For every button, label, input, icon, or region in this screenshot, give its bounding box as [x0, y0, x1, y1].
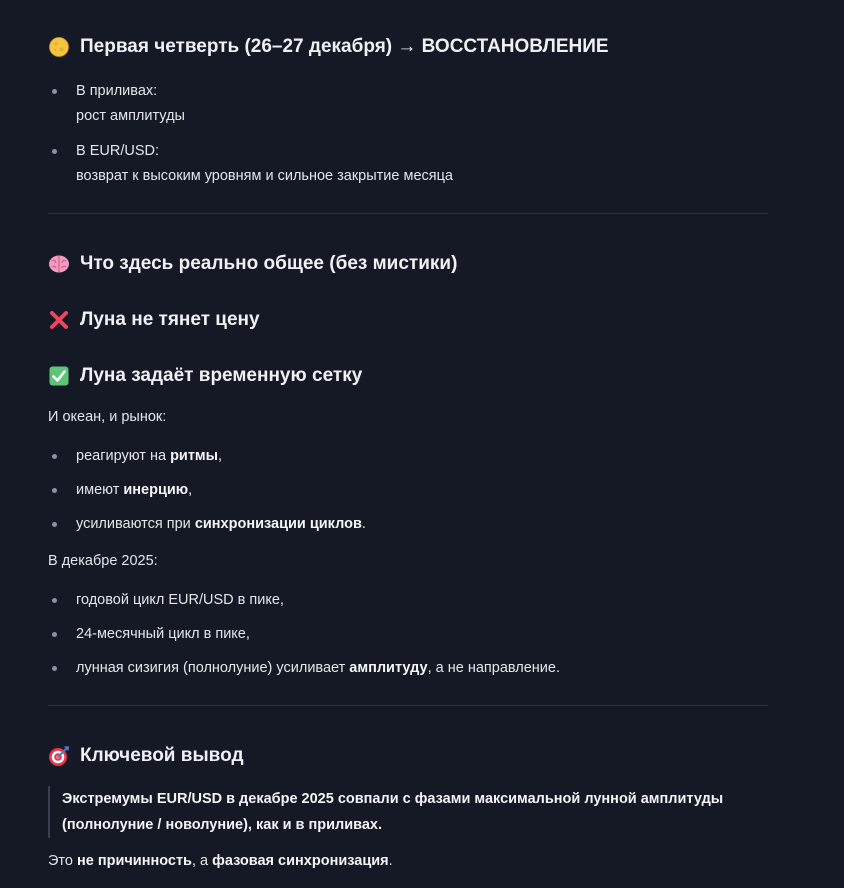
- section-heading-text: Луна не тянет цену: [80, 309, 260, 330]
- text: Это: [48, 853, 77, 869]
- text: ,: [218, 448, 223, 464]
- text: реагируют на: [76, 448, 171, 464]
- direct-hit-target-icon: [48, 745, 70, 767]
- section-heading-first-quarter: [48, 36, 609, 58]
- list-item-text: рост амплитуды: [76, 108, 185, 124]
- section-heading-text: Ключевой вывод: [80, 745, 244, 766]
- list-item: [76, 622, 250, 647]
- text: .: [361, 516, 366, 532]
- list-item: [76, 512, 366, 537]
- list-item-label: В приливах:: [76, 83, 158, 99]
- first-quarter-moon-icon: [48, 36, 70, 58]
- text: , а: [191, 853, 213, 869]
- text: усиливаются при: [76, 516, 195, 532]
- bold-text: не причинность: [77, 853, 192, 869]
- list-item: [76, 79, 185, 129]
- text: имеют: [76, 482, 124, 498]
- paragraph-final: [48, 853, 393, 869]
- section-heading-text: Луна задаёт временную сетку: [80, 365, 363, 386]
- text: .: [388, 853, 393, 869]
- text: 24-месячный цикл в пике,: [76, 626, 250, 642]
- quote-line: Экстремумы EUR/USD в декабре 2025 совпали с фазами максимальной лунной амплитуды: [62, 791, 724, 807]
- quote-line: (полнолуние / новолуние), как и в приливах.: [62, 817, 383, 833]
- cross-mark-icon: [48, 309, 70, 331]
- check-mark-icon: [48, 365, 70, 387]
- text: годовой цикл EUR/USD в пике,: [76, 592, 284, 608]
- brain-icon: [48, 253, 70, 275]
- list-item-text: возврат к высоким уровням и сильное закрытие месяца: [76, 168, 453, 184]
- list-item: [76, 139, 453, 189]
- divider: [48, 705, 768, 706]
- text: лунная сизигия (полнолуние) усиливает: [76, 660, 350, 676]
- paragraph-intro: И океан, и рынок:: [48, 409, 167, 425]
- section-heading-common: [48, 253, 457, 275]
- list-item: [76, 588, 284, 613]
- bold-text: амплитуду: [349, 660, 428, 676]
- paragraph-december: В декабре 2025:: [48, 553, 158, 569]
- bold-text: фазовая синхронизация: [212, 853, 389, 869]
- section-heading-moon-not-pull: [48, 309, 260, 331]
- blockquote-conclusion: [48, 786, 768, 838]
- bold-text: синхронизации циклов: [194, 516, 362, 532]
- divider: [48, 213, 768, 214]
- list-item-label: В EUR/USD:: [76, 143, 159, 159]
- section-heading-key-conclusion: [48, 745, 244, 767]
- section-heading-moon-sets-grid: [48, 365, 362, 387]
- text: , а не направление.: [427, 660, 560, 676]
- list-item: [76, 478, 192, 503]
- section-heading-text: Что здесь реально общее (без мистики): [80, 253, 458, 274]
- bold-text: ритмы: [170, 448, 219, 464]
- text: ,: [188, 482, 193, 498]
- list-item: [76, 656, 560, 681]
- list-item: [76, 444, 222, 469]
- section-heading-text: Первая четверть (26–27 декабря) → ВОССТАНОВЛЕНИЕ: [80, 36, 609, 57]
- bold-text: инерцию: [123, 482, 189, 498]
